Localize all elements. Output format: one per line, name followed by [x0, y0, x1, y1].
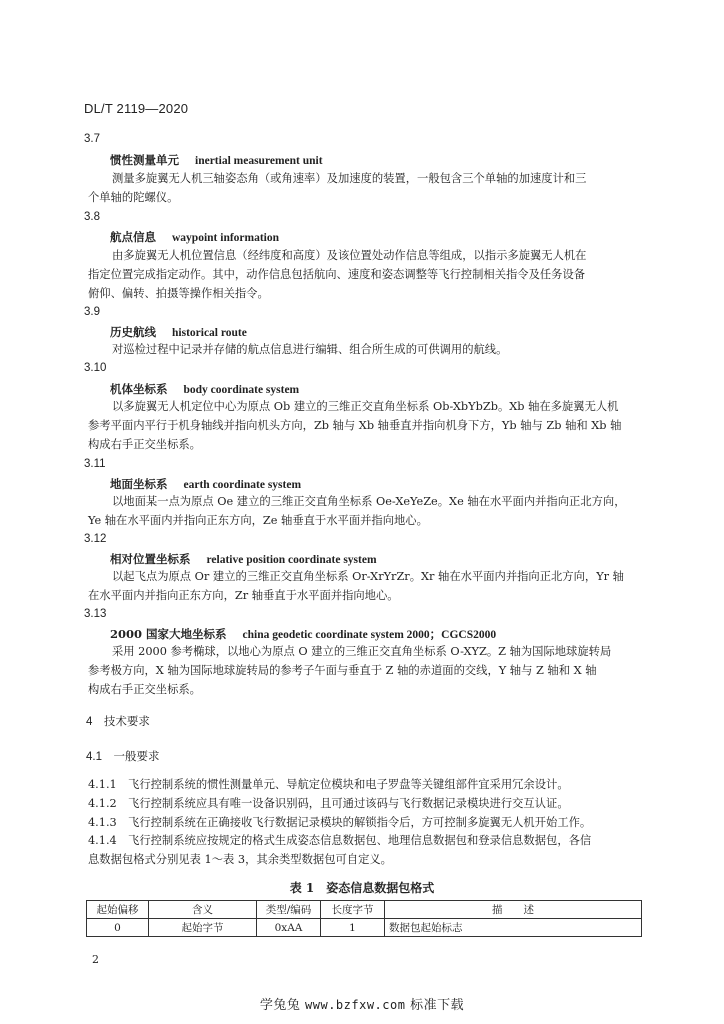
requirement-item: 4.1.4 飞行控制系统应按规定的格式生成姿态信息数据包、地理信息数据包和登录信息数据包，各信: [88, 834, 592, 847]
table-cell: 0: [87, 919, 149, 937]
format-table: [86, 900, 642, 937]
table-caption: 表 1 姿态信息数据包格式: [289, 881, 435, 895]
clause-number: 3.8: [84, 211, 100, 223]
definition-line: 参考极方向，X 轴为国际地球旋转局的参考子午面与垂直于 Z 轴的赤道面的交线，Y 轴与 Z 轴和 X 轴: [88, 664, 597, 677]
definition-line: 个单轴的陀螺仪。: [88, 191, 179, 204]
clause-number: 3.13: [84, 608, 107, 620]
term-heading: [110, 381, 299, 397]
table-cell: 起始字节: [149, 919, 257, 937]
term-cn: 2000 国家大地坐标系: [110, 627, 227, 641]
term-cn: 地面坐标系: [110, 477, 168, 491]
term-cn: 惯性测量单元: [110, 153, 179, 167]
clause-number: 3.9: [84, 306, 100, 318]
section-heading: 4 技术要求: [86, 716, 150, 728]
subsection-heading: 4.1 一般要求: [86, 751, 160, 763]
term-heading: [110, 324, 247, 340]
clause-number: 3.7: [84, 133, 100, 145]
definition-line: 采用 2000 参考椭球，以地心为原点 O 建立的三维正交直角坐标系 O-XYZ。Z 轴为国际地球旋转局: [112, 645, 612, 658]
clause-number: 3.11: [84, 458, 106, 470]
requirement-item-cont: 息数据包格式分别见表 1～表 3，其余类型数据包可自定义。: [88, 853, 392, 866]
term-heading: [110, 626, 496, 642]
requirement-item: 4.1.1 飞行控制系统的惯性测量单元、导航定位模块和电子罗盘等关键组部件宜采用冗余设计。: [88, 778, 569, 791]
term-cn: 历史航线: [110, 325, 156, 339]
term-cn: 相对位置坐标系: [110, 552, 191, 566]
table-cell: 1: [321, 919, 385, 937]
term-cn: 航点信息: [110, 230, 156, 244]
definition-line: 构成右手正交坐标系。: [88, 438, 201, 451]
definition-line: 构成右手正交坐标系。: [88, 683, 201, 696]
definition-line: 俯仰、偏转、拍摄等操作相关指令。: [88, 287, 269, 300]
term-en: body coordinate system: [183, 384, 300, 396]
watermark-label: 标准下载: [410, 998, 465, 1013]
table-cell: 数据包起始标志: [385, 919, 642, 937]
table-row: [87, 919, 642, 937]
term-cn: 机体坐标系: [110, 382, 168, 396]
term-en: inertial measurement unit: [195, 155, 323, 167]
term-en: relative position coordinate system: [206, 554, 377, 566]
term-en: earth coordinate system: [183, 479, 302, 491]
term-en: china geodetic coordinate system 2000；CGCS2000: [242, 629, 497, 641]
term-en: waypoint information: [172, 232, 280, 244]
term-heading: [110, 152, 323, 168]
term-heading: [110, 551, 377, 567]
clause-number: 3.10: [84, 362, 107, 374]
definition-line: 由多旋翼无人机位置信息（经纬度和高度）及该位置处动作信息等组成，以指示多旋翼无人机在: [112, 249, 587, 262]
watermark-url: www.bzfxw.com: [305, 998, 406, 1012]
definition-line: 参考平面内平行于机身轴线并指向机头方向，Zb 轴与 Xb 轴垂直并指向机身下方，Yb 轴与 Zb 轴和 Xb 轴: [88, 419, 622, 432]
table-header-cell: 长度字节: [321, 901, 385, 919]
requirement-item: 4.1.2 飞行控制系统应具有唯一设备识别码，且可通过该码与飞行数据记录模块进行交互认证。: [88, 797, 569, 810]
watermark-name: 学兔兔: [259, 998, 301, 1013]
table-cell: 0xAA: [257, 919, 321, 937]
table-header-cell: 类型/编码: [257, 901, 321, 919]
definition-line: 在水平面内并指向正东方向，Zr 轴垂直于水平面并指向地心。: [88, 589, 399, 602]
definition-line: 以起飞点为原点 Or 建立的三维正交直角坐标系 Or-XrYrZr。Xr 轴在水平面内并指向正北方向，Yr 轴: [112, 570, 624, 583]
requirement-item: 4.1.3 飞行控制系统在正确接收飞行数据记录模块的解锁指令后，方可控制多旋翼无人机开始工作。: [88, 816, 592, 829]
document-code: DL/T 2119—2020: [84, 101, 189, 116]
clause-number: 3.12: [84, 533, 107, 545]
page-number: 2: [92, 953, 99, 966]
term-en: historical route: [172, 327, 247, 339]
table-header-cell: 含义: [149, 901, 257, 919]
definition-line: Ye 轴在水平面内并指向正东方向，Ze 轴垂直于水平面并指向地心。: [88, 514, 428, 527]
table-header-cell: 描 述: [385, 901, 642, 919]
definition-line: 指定位置完成指定动作。其中，动作信息包括航向、速度和姿态调整等飞行控制相关指令及任务设备: [88, 268, 586, 281]
table-header-cell: 起始偏移: [87, 901, 149, 919]
definition-line: 以地面某一点为原点 Oe 建立的三维正交直角坐标系 Oe-XeYeZe。Xe 轴在水平面内并指向正北方向，: [112, 495, 626, 508]
term-heading: [110, 229, 279, 245]
definition-line: 以多旋翼无人机定位中心为原点 Ob 建立的三维正交直角坐标系 Ob-XbYbZb。Xb 轴在多旋翼无人机: [112, 400, 619, 413]
definition-line: 测量多旋翼无人机三轴姿态角（或角速率）及加速度的装置，一般包含三个单轴的加速度计和三: [112, 172, 587, 185]
term-heading: [110, 476, 301, 492]
table-header-row: [87, 901, 642, 919]
definition-line: 对巡检过程中记录并存储的航点信息进行编辑、组合所生成的可供调用的航线。: [112, 343, 508, 356]
watermark: [0, 994, 724, 1013]
